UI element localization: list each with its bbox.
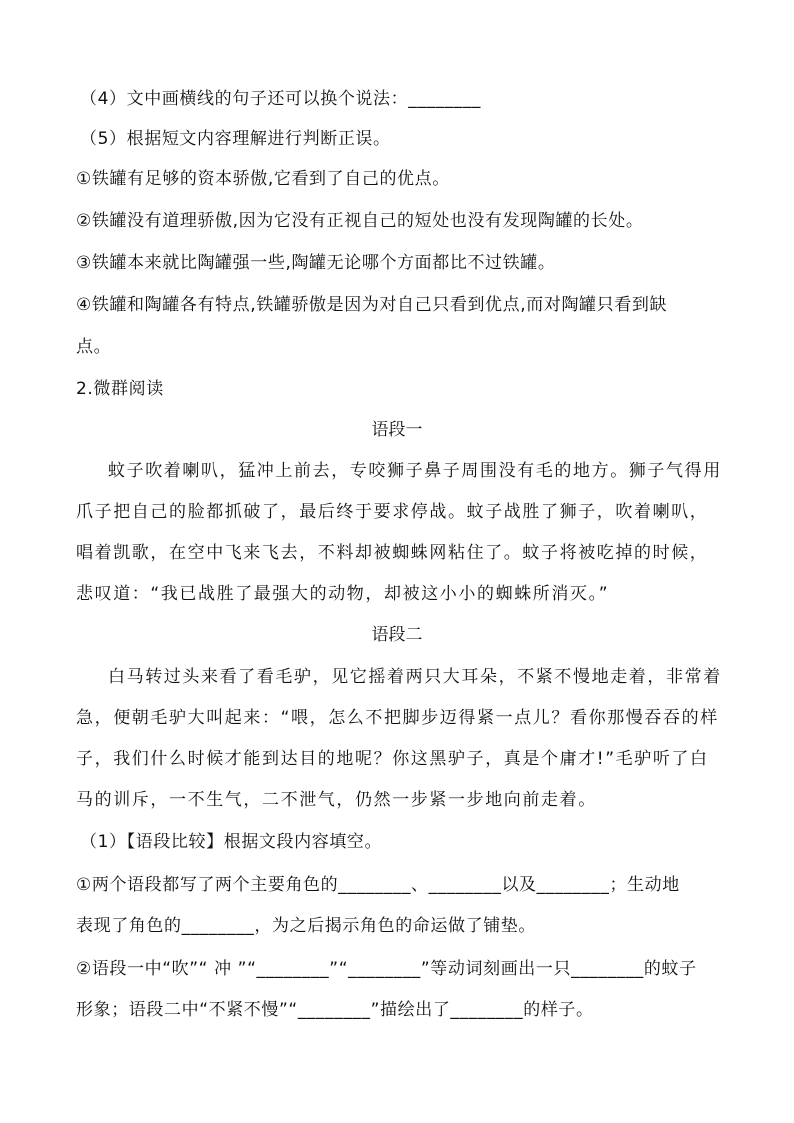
passage-2-line: 急，便朝毛驴大叫起来：“喂，怎么不把脚步迈得紧一点儿？看你那慢吞吞的样 [76,708,719,728]
statement-4-line-2: 点。 [76,337,112,357]
passage-2-line: 白马转过头来看了看毛驴，见它摇着两只大耳朵，不紧不慢地走着，非常着 [108,667,722,687]
question-1-item-line: 形象；语段二中“不紧不慢”“________”描绘出了________的样子。 [76,1000,594,1020]
statement-2: ②铁罐没有道理骄傲,因为它没有正视自己的短处也没有发现陶罐的长处。 [76,211,644,231]
passage-1-line: 悲叹道：“我已战胜了最强大的动物，却被这小小的蜘蛛所消灭。” [76,584,610,604]
question-1-item-line: 表现了角色的________，为之后揭示角色的命运做了铺垫。 [76,916,536,936]
statement-3: ③铁罐本来就比陶罐强一些,陶罐无论哪个方面都比不过铁罐。 [76,253,556,273]
passage-1-line: 蚊子吹着喇叭，猛冲上前去，专咬狮子鼻子周围没有毛的地方。狮子气得用 [108,461,722,481]
statement-1: ①铁罐有足够的资本骄傲,它看到了自己的优点。 [76,169,450,189]
passage-2-title: 语段二 [371,625,423,645]
passage-2-line: 马的训斥，一不生气，二不泄气，仍然一步紧一步地向前走着。 [76,790,597,810]
passage-2-line: 子，我们什么时候才能到达目的地呢？你这黑驴子，真是个庸才!”毛驴听了白 [76,749,709,769]
statement-4-line-1: ④铁罐和陶罐各有特点,铁罐骄傲是因为对自己只看到优点,而对陶罐只看到缺 [76,295,668,315]
section-heading: 2.微群阅读 [76,379,164,399]
passage-1-line: 唱着凯歌，在空中飞来飞去，不料却被蜘蛛网粘住了。蚊子将被吃掉的时候， [76,543,709,563]
question-5: （5）根据短文内容理解进行判断正误。 [80,129,391,149]
passage-1-line: 爪子把自己的脸都抓破了，最后终于要求停战。蚊子战胜了狮子，吹着喇叭， [76,502,709,522]
question-4: （4）文中画横线的句子还可以换个说法：________ [80,89,482,109]
question-1-item-line: ②语段一中“吹”“ 冲 ”“________”“________”等动词刻画出一只________的蚊子 [76,959,697,979]
passage-1-title: 语段一 [371,420,423,440]
question-1: （1）【语段比较】根据文段内容填空。 [80,832,383,852]
question-1-item-line: ①两个语段都写了两个主要角色的________、________以及________；生动地 [76,875,680,895]
